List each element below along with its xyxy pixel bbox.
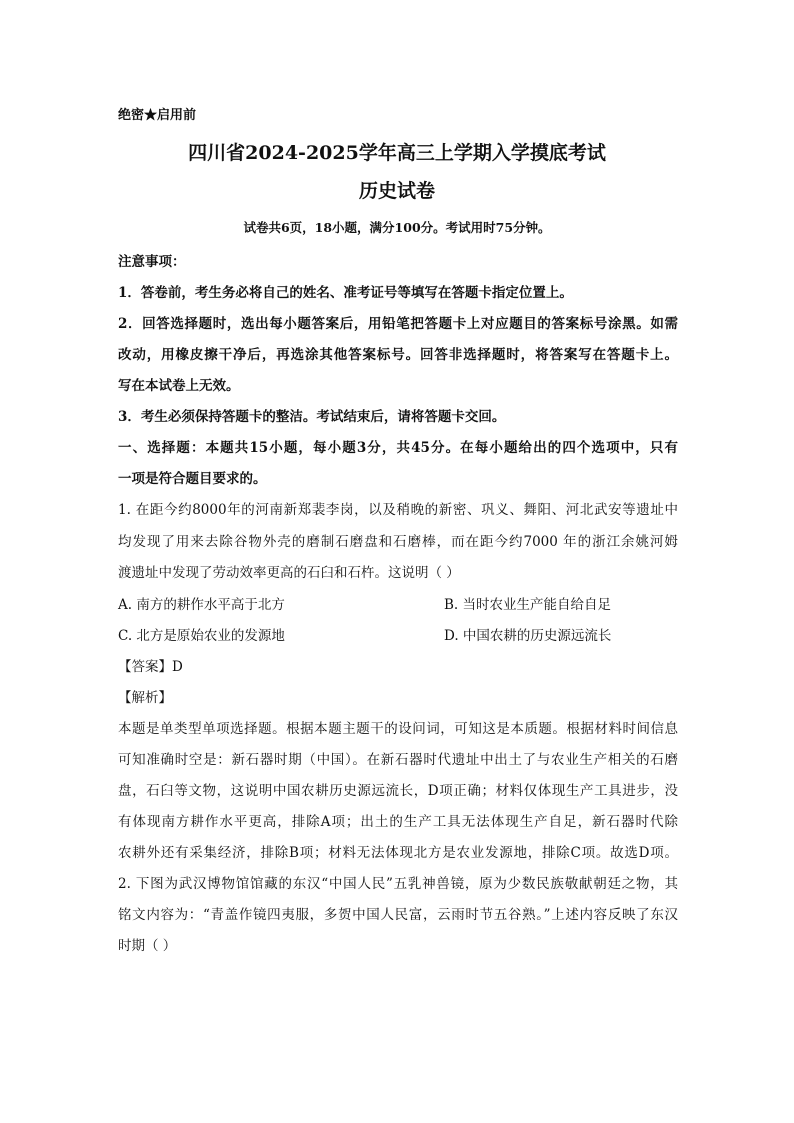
subject-title: 历史试卷 xyxy=(358,180,435,202)
q1-stem-line-3: 渡遗址中发现了劳动效率更高的石臼和石杵。这说明（ ） xyxy=(118,565,460,581)
q1-option-c: C. 北方是原始农业的发源地 xyxy=(118,628,285,644)
q1-analysis-heading: 【解析】 xyxy=(118,690,172,706)
note-2-line-2: 改动，用橡皮擦干净后，再选涂其他答案标号。回答非选择题时，将答案写在答题卡上。 xyxy=(118,347,678,363)
q2-stem-line-2: 铭文内容为：“青盖作镜四夷服，多贺中国人民富，云雨时节五谷熟。”上述内容反映了东汉 xyxy=(118,907,678,923)
q1-option-d: D. 中国农耕的历史源远流长 xyxy=(444,628,612,644)
q1-stem-line-1: 1. 在距今约8000年的河南新郑裴李岗，以及稍晚的新密、巩义、舞阳、河北武安等遗址中 xyxy=(118,502,678,518)
secret-label: 绝密★启用前 xyxy=(118,108,197,123)
section-1-line-2: 一项是符合题目要求的。 xyxy=(118,471,267,487)
q1-option-b: B. 当时农业生产能自给自足 xyxy=(444,597,612,613)
q1-analysis-line-3: 盘，石臼等文物，这说明中国农耕历史源远流长，D项正确；材料仅体现生产工具进步，没 xyxy=(118,783,678,799)
notes-heading: 注意事项： xyxy=(118,254,186,270)
exam-title: 四川省2024-2025学年高三上学期入学摸底考试 xyxy=(188,142,606,164)
note-2-line-3: 写在本试卷上无效。 xyxy=(118,378,240,394)
q1-stem-line-2: 均发现了用来去除谷物外壳的磨制石磨盘和石磨棒，而在距今约7000 年的浙江余姚河姆 xyxy=(118,534,678,550)
note-3: 3．考生必须保持答题卡的整洁。考试结束后，请将答题卡交回。 xyxy=(118,409,506,425)
q1-answer: 【答案】D xyxy=(118,659,183,675)
q1-analysis-line-5: 农耕外还有采集经济，排除B项；材料无法体现北方是农业发源地，排除C项。故选D项。 xyxy=(118,845,678,861)
q2-stem-line-1: 2. 下图为武汉博物馆馆藏的东汉“中国人民”五乳神兽镜，原为少数民族敬献朝廷之物，其 xyxy=(118,876,678,892)
note-2-line-1: 2．回答选择题时，选出每小题答案后，用铅笔把答题卡上对应题目的答案标号涂黑。如需 xyxy=(118,316,678,332)
exam-meta: 试卷共6页，18小题，满分100分。考试用时75分钟。 xyxy=(243,220,551,235)
section-1-line-1: 一、选择题：本题共15小题，每小题3分，共45分。在每小题给出的四个选项中，只有 xyxy=(118,440,678,456)
q1-analysis-line-2: 可知准确时空是：新石器时期（中国）。在新石器时代遗址中出土了与农业生产相关的石磨 xyxy=(118,752,678,768)
q1-option-a: A. 南方的耕作水平高于北方 xyxy=(118,597,285,613)
q1-analysis-line-4: 有体现南方耕作水平更高，排除A项；出土的生产工具无法体现生产自足，新石器时代除 xyxy=(118,814,678,830)
q2-stem-line-3: 时期（ ） xyxy=(118,938,177,954)
note-1: 1．答卷前，考生务必将自己的姓名、准考证号等填写在答题卡指定位置上。 xyxy=(118,285,573,301)
q1-analysis-line-1: 本题是单类型单项选择题。根据本题主题干的设问词，可知这是本质题。根据材料时间信息 xyxy=(118,721,678,737)
